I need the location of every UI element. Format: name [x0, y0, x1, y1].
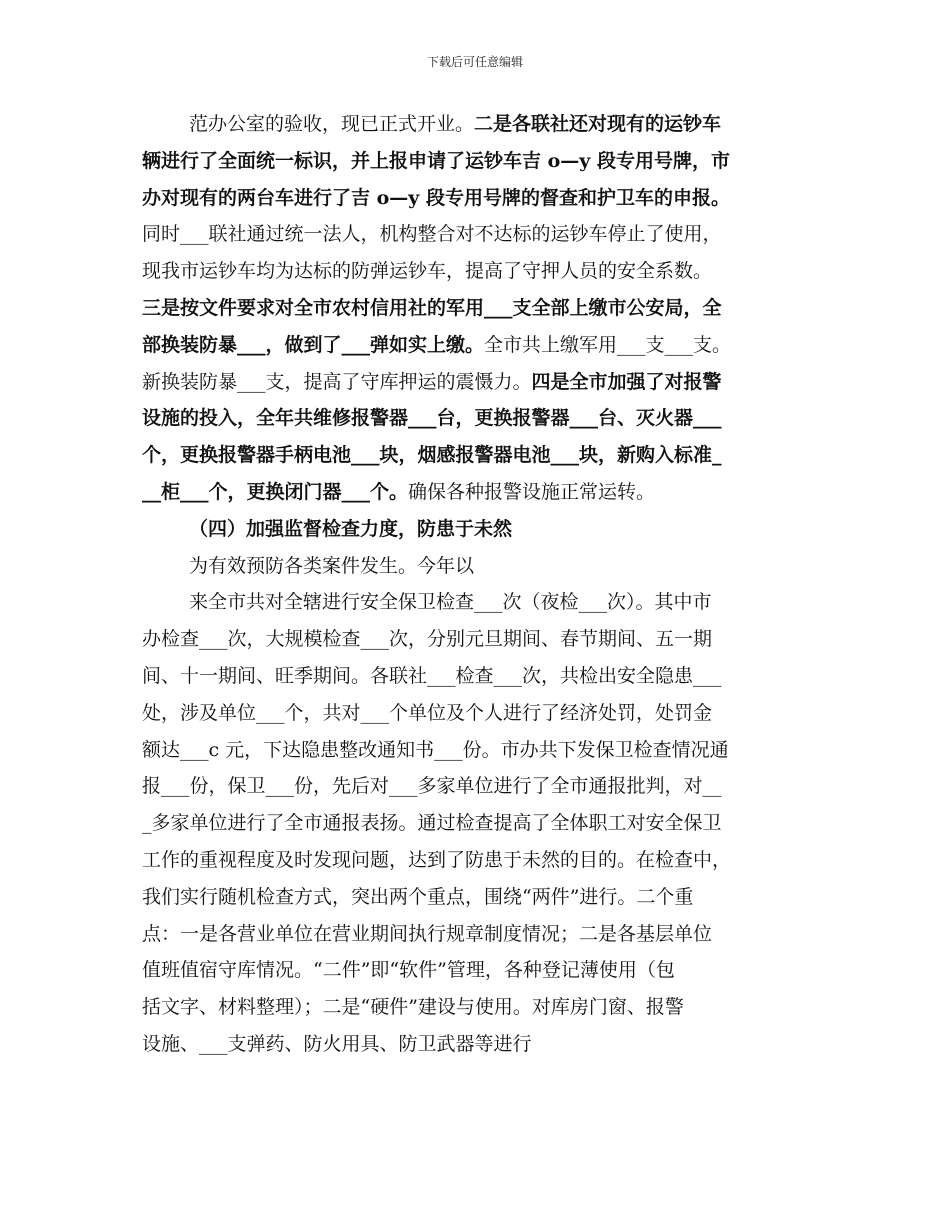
text-segment: _多家单位进行了全市通报表扬。通过检查提高了全体职工对安全保卫 — [142, 812, 722, 835]
text-line — [142, 916, 822, 953]
text-line — [142, 952, 822, 989]
text-segment: 报___份，保卫___份，先后对___多家单位进行了全市通报批判，对__ — [142, 775, 722, 798]
text-line — [142, 106, 822, 143]
text-segment: 同时___联社通过统一法人，机构整合对不达标的运钞车停止了使用， — [142, 223, 722, 246]
text-line — [142, 695, 822, 732]
bold-text-segment: 部换装防暴___，做到了___弹如实上缴。 — [142, 333, 485, 356]
text-line — [142, 400, 822, 437]
text-segment: 新换装防暴___支，提高了守库押运的震慑力。 — [142, 370, 532, 393]
text-line — [142, 290, 822, 327]
text-segment: 为有效预防各类案件发生。今年以 — [189, 554, 475, 577]
text-segment: 来全市共对全辖进行安全保卫检查___次（夜检___次）。其中市 — [189, 591, 712, 614]
text-segment: 我们实行随机检查方式，突出两个重点，围绕“两件”进行。二个重 — [142, 885, 694, 908]
text-line — [142, 658, 822, 695]
text-line — [142, 180, 822, 217]
text-segment: 点：一是各营业单位在营业期间执行规章制度情况；二是各基层单位 — [142, 922, 713, 945]
section-heading — [142, 511, 822, 548]
bold-text-segment: 个，更换报警器手柄电池___块，烟感报警器电池___块，新购入标准_ — [142, 444, 722, 467]
text-line — [142, 842, 822, 879]
text-segment: 办检查___次，大规模检查___次，分别元旦期间、春节期间、五一期 — [142, 628, 713, 651]
text-line — [142, 327, 822, 364]
bold-text-segment: __柜___个，更换闭门器___个。 — [142, 480, 409, 503]
text-segment: 额达___c 元，下达隐患整改通知书___份。市办共下发保卫检查情况通 — [142, 738, 729, 761]
bold-text-segment: 设施的投入，全年共维修报警器___台，更换报警器___台、灭火器___ — [142, 407, 722, 430]
bold-text-segment: 四是全市加强了对报警 — [531, 370, 722, 393]
text-line — [142, 805, 822, 842]
text-line — [142, 584, 822, 621]
text-segment: 括文字、材料整理）；二是“硬件”建设与使用。对库房门窗、报警 — [142, 996, 684, 1019]
text-line — [142, 732, 822, 769]
bold-text-segment: 辆进行了全面统一标识，并上报申请了运钞车吉 o—y 段专用号牌，市 — [142, 149, 730, 172]
text-line — [142, 364, 822, 401]
text-segment: 间、十一期间、旺季期间。各联社___检查___次，共检出安全隐患___ — [142, 664, 722, 687]
text-segment: 全市共上缴军用___支___支。 — [484, 333, 732, 356]
text-line — [142, 768, 822, 805]
bold-text-segment: （四）加强监督检查力度，防患于未然 — [189, 517, 513, 540]
text-line — [142, 989, 822, 1026]
page-header: 下载后可任意编辑 — [426, 55, 523, 69]
text-segment: 现我市运钞车均为达标的防弹运钞车，提高了守押人员的安全系数。 — [142, 260, 713, 283]
text-line — [142, 1026, 822, 1063]
text-segment: 值班值宿守库情况。“二件”即“软件”管理，各种登记薄使用（包 — [142, 959, 675, 982]
text-segment: 范办公室的验收，现已正式开业。 — [189, 113, 475, 135]
text-segment: 工作的重视程度及时发现问题，达到了防患于未然的目的。在检查中， — [142, 848, 732, 871]
text-line — [142, 437, 822, 474]
bold-text-segment: 办对现有的两台车进行了吉 o—y 段专用号牌的督查和护卫车的申报。 — [142, 186, 730, 209]
text-segment: 处，涉及单位___个，共对___个单位及个人进行了经济处罚，处罚金 — [142, 701, 713, 724]
text-line — [142, 253, 822, 290]
text-line — [142, 474, 822, 511]
text-line — [142, 216, 822, 253]
text-line — [142, 879, 822, 916]
text-line — [142, 548, 822, 585]
bold-text-segment: 三是按文件要求对全市农村信用社的军用___支全部上缴市公安局，全 — [142, 296, 722, 319]
document-body — [142, 106, 822, 1063]
text-line — [142, 143, 822, 180]
text-segment: 确保各种报警设施正常运转。 — [408, 480, 656, 503]
bold-text-segment: 二是各联社还对现有的运钞车 — [474, 113, 722, 135]
text-segment: 设施、___支弹药、防火用具、防卫武器等进行 — [142, 1032, 532, 1055]
text-line — [142, 621, 822, 658]
